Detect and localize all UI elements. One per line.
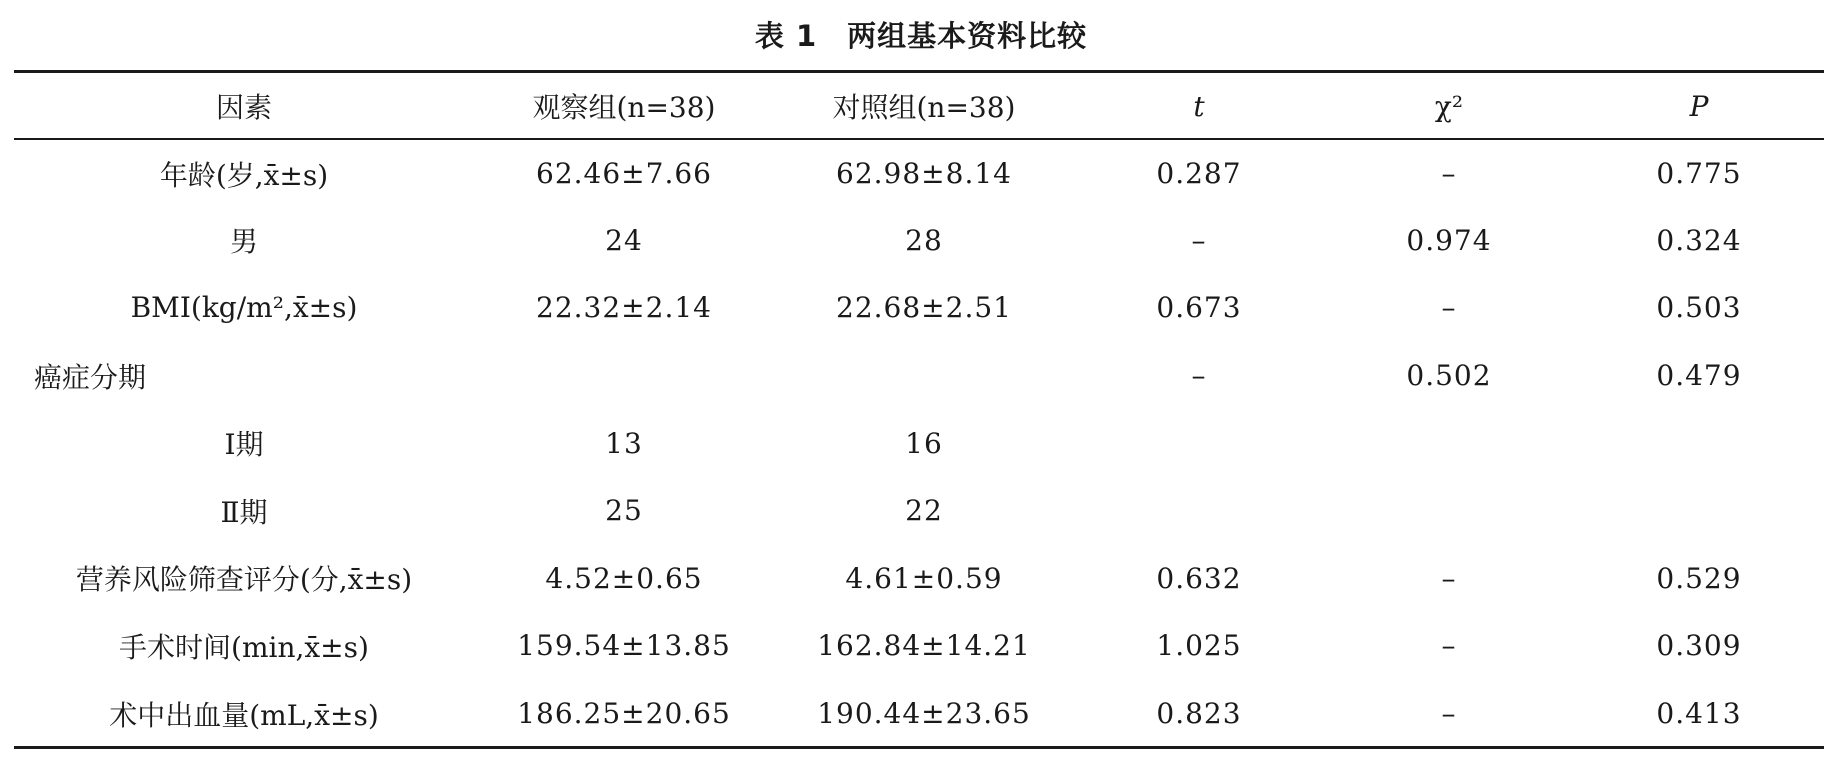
table-row (14, 139, 1824, 207)
cell-control: 190.44±23.65 (817, 697, 1031, 731)
row-factor: 手术时间(min,x̄±s) (119, 630, 369, 664)
cell-control: 162.84±14.21 (817, 629, 1031, 663)
header-p: P (1689, 89, 1709, 123)
baseline-comparison-table (14, 73, 1824, 747)
cell-observation: 4.52±0.65 (545, 561, 703, 595)
table-row (14, 274, 1824, 342)
row-factor: 男 (229, 225, 258, 259)
cell-p: 0.479 (1656, 359, 1742, 393)
cell-chi-square: – (1441, 629, 1457, 663)
table-row (14, 680, 1824, 748)
header-chi-square: χ² (1434, 89, 1464, 123)
cell-p: 0.775 (1656, 157, 1742, 191)
cell-p (1574, 409, 1824, 477)
row-factor: BMI(kg/m²,x̄±s) (130, 291, 358, 325)
header-row (14, 73, 1824, 139)
cell-observation: 186.25±20.65 (517, 697, 731, 731)
table-row (14, 409, 1824, 477)
header-control-group: 对照组(n=38) (832, 91, 1016, 124)
header-t: t (1193, 89, 1205, 123)
cell-p (1574, 477, 1824, 545)
cell-observation: 13 (605, 426, 643, 460)
cell-chi-square: – (1441, 291, 1457, 325)
table-row (14, 207, 1824, 275)
cell-control: 4.61±0.59 (845, 561, 1003, 595)
cell-control: 62.98±8.14 (836, 157, 1012, 191)
cell-chi-square: 0.974 (1406, 223, 1492, 257)
cell-t (1074, 477, 1324, 545)
cell-observation: 62.46±7.66 (536, 157, 712, 191)
cell-control: 28 (905, 223, 943, 257)
header-factor: 因素 (215, 91, 272, 124)
cell-control: 16 (905, 426, 943, 460)
table-row (14, 477, 1824, 545)
cell-observation (474, 342, 774, 410)
cell-observation: 25 (605, 494, 643, 528)
row-factor: Ⅱ期 (220, 495, 268, 529)
cell-chi-square (1324, 409, 1574, 477)
cell-t: 0.673 (1156, 291, 1242, 325)
header-observation-group: 观察组(n=38) (532, 91, 716, 124)
cell-p: 0.529 (1656, 561, 1742, 595)
row-factor: 癌症分期 (34, 360, 147, 394)
cell-p: 0.309 (1656, 629, 1742, 663)
cell-t: 0.823 (1156, 697, 1242, 731)
table-row (14, 545, 1824, 613)
cell-observation: 159.54±13.85 (517, 629, 731, 663)
row-factor: 年龄(岁,x̄±s) (159, 158, 329, 192)
cell-chi-square: 0.502 (1406, 359, 1492, 393)
cell-observation: 24 (605, 223, 643, 257)
cell-observation: 22.32±2.14 (536, 291, 712, 325)
row-factor: 术中出血量(mL,x̄±s) (109, 698, 379, 732)
row-factor: Ⅰ期 (224, 428, 264, 462)
cell-t (1074, 409, 1324, 477)
table-row (14, 612, 1824, 680)
cell-control (774, 342, 1074, 410)
cell-t: 0.287 (1156, 157, 1242, 191)
cell-t: – (1191, 223, 1207, 257)
cell-chi-square (1324, 477, 1574, 545)
cell-t: 0.632 (1156, 561, 1242, 595)
cell-t: 1.025 (1156, 629, 1242, 663)
cell-p: 0.503 (1656, 291, 1742, 325)
cell-p: 0.413 (1656, 697, 1742, 731)
cell-control: 22 (905, 494, 943, 528)
cell-chi-square: – (1441, 561, 1457, 595)
cell-chi-square: – (1441, 697, 1457, 731)
table-row (14, 342, 1824, 410)
cell-p: 0.324 (1656, 223, 1742, 257)
table-title: 表 1 两组基本资料比较 (754, 19, 1088, 53)
cell-chi-square: – (1441, 157, 1457, 191)
cell-control: 22.68±2.51 (836, 291, 1012, 325)
cell-t: – (1191, 359, 1207, 393)
row-factor: 营养风险筛查评分(分,x̄±s) (75, 563, 413, 597)
